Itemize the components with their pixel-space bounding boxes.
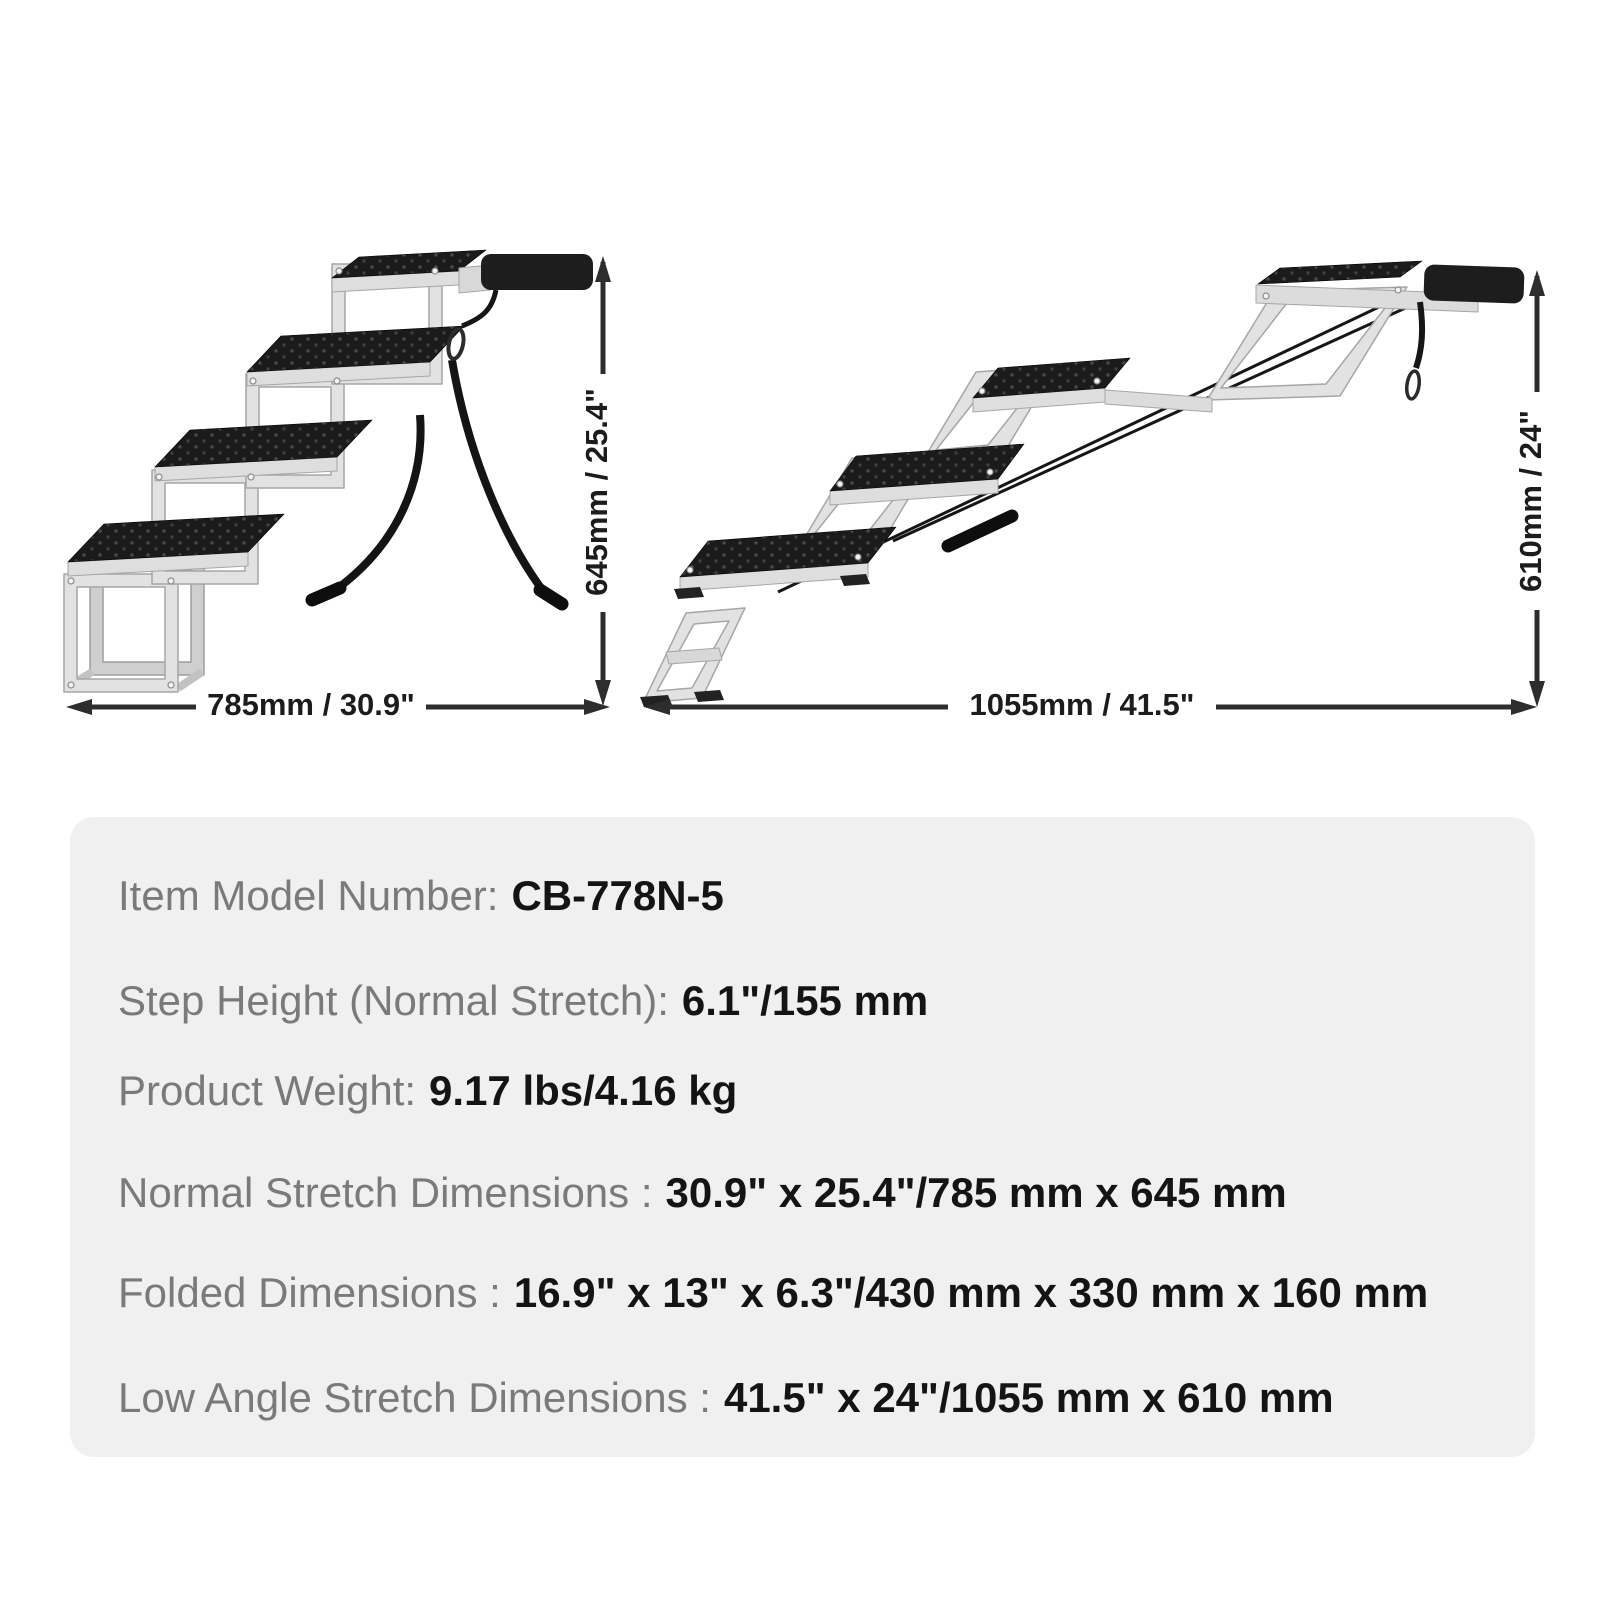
spec-row-low-angle-stretch-dimensions: [118, 1374, 1334, 1422]
spec-label: Normal Stretch Dimensions :: [118, 1169, 653, 1216]
spec-label: Item Model Number:: [118, 872, 499, 919]
low-angle-width-dimension-label: 1055mm / 41.5": [969, 687, 1195, 722]
spec-row-product-weight: [118, 1067, 737, 1115]
stairs-normal-illustration: [64, 250, 593, 692]
spec-value: 9.17 lbs/4.16 kg: [429, 1067, 738, 1114]
product-diagrams: [0, 0, 1600, 780]
spec-panel: [70, 817, 1535, 1457]
carry-handle: [481, 254, 593, 290]
normal-height-dimension-label: 645mm / 25.4": [579, 388, 614, 596]
pet-stairs-diagram-svg: [0, 0, 1600, 780]
spec-value: 16.9" x 13" x 6.3"/430 mm x 330 mm x 160 mm: [513, 1269, 1429, 1316]
normal-width-dimension-label: 785mm / 30.9": [207, 687, 415, 722]
spec-value: CB-778N-5: [511, 872, 724, 919]
low-angle-height-dimension-label: 610mm / 24": [1513, 410, 1548, 592]
spec-label: Product Weight:: [118, 1067, 417, 1114]
spec-row-folded-dimensions: [118, 1269, 1428, 1317]
carabiner-clip-icon: [1405, 370, 1421, 399]
spec-row-normal-stretch-dimensions: [118, 1169, 1287, 1217]
spec-label: Low Angle Stretch Dimensions :: [118, 1374, 711, 1421]
carry-handle: [1423, 264, 1524, 303]
spec-row-step-height: [118, 977, 928, 1025]
spec-value: 41.5" x 24"/1055 mm x 610 mm: [723, 1374, 1334, 1421]
spec-row-model-number: [118, 872, 724, 920]
spec-label: Folded Dimensions :: [118, 1269, 501, 1316]
spec-value: 30.9" x 25.4"/785 mm x 645 mm: [665, 1169, 1287, 1216]
spec-value: 6.1"/155 mm: [681, 977, 929, 1024]
spec-label: Step Height (Normal Stretch):: [118, 977, 669, 1024]
stairs-low-angle-illustration: [640, 261, 1525, 707]
